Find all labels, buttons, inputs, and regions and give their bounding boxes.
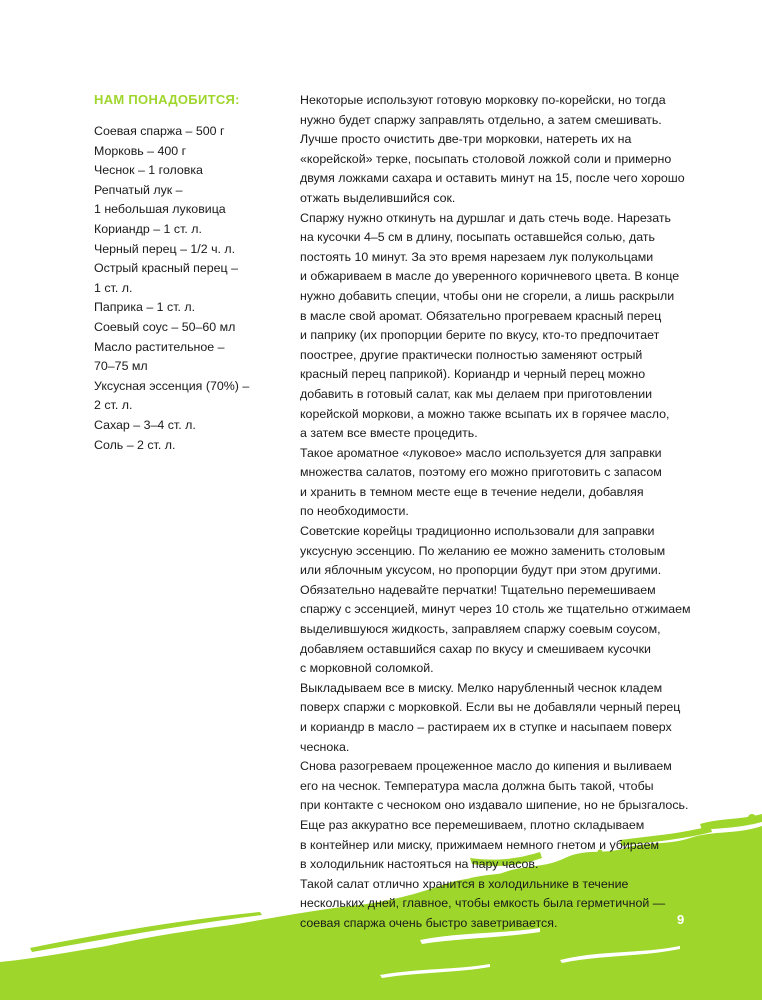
instruction-line: на кусочки 4–5 см в длину, посыпать оставшейся солью, дать bbox=[300, 230, 655, 245]
instruction-line: и хранить в темном месте еще в течение недели, добавляя bbox=[300, 484, 644, 499]
instruction-line: Обязательно надевайте перчатки! Тщательно перемешиваем bbox=[300, 582, 656, 597]
instruction-line: и обжариваем в масле до уверенного коричневого цвета. В конце bbox=[300, 269, 680, 284]
instruction-line: множества салатов, поэтому его можно приготовить с запасом bbox=[300, 465, 662, 480]
ingredient-line: 2 ст. л. bbox=[94, 398, 133, 413]
ingredient-line: Чеснок – 1 головка bbox=[94, 163, 203, 178]
instruction-line: его на чеснок. Температура масла должна быть такой, чтобы bbox=[300, 778, 654, 793]
instruction-line: и паприку (их пропорции берите по вкусу, кто-то предпочитает bbox=[300, 328, 660, 343]
instruction-line: в масле свой аромат. Обязательно прогреваем красный перец bbox=[300, 308, 662, 323]
instruction-line: Снова разогреваем процеженное масло до кипения и выливаем bbox=[300, 759, 672, 774]
ingredient-line: Соль – 2 ст. л. bbox=[94, 437, 176, 452]
ingredient-line: Острый красный перец – bbox=[94, 261, 238, 276]
instruction-line: Некоторые используют готовую морковку по-корейски, но тогда bbox=[300, 93, 666, 107]
instruction-line: чеснока. bbox=[300, 739, 350, 754]
instruction-line: Спаржу нужно откинуть на дуршлаг и дать стечь воде. Нарезать bbox=[300, 210, 671, 225]
ingredient-line: Черный перец – 1/2 ч. л. bbox=[94, 241, 236, 256]
instruction-line: Советские корейцы традиционно использовали для заправки bbox=[300, 524, 655, 539]
instruction-line: с морковной соломкой. bbox=[300, 661, 434, 676]
ingredient-line: Масло растительное – bbox=[94, 339, 225, 354]
instruction-line: поострее, другие практически полностью заменяют острый bbox=[300, 347, 643, 362]
ingredient-line: 1 небольшая луковица bbox=[94, 202, 226, 217]
instruction-line: добавить в готовый салат, как мы делаем при приготовлении bbox=[300, 386, 653, 401]
instruction-line: нужно будет спаржу заправлять отдельно, а затем смешивать. bbox=[300, 112, 662, 127]
instruction-paragraph bbox=[300, 444, 700, 522]
ingredient-line: Соевый соус – 50–60 мл bbox=[94, 319, 236, 334]
instruction-line: красный перец паприкой). Кориандр и черный перец можно bbox=[300, 367, 646, 382]
instruction-paragraph bbox=[300, 875, 700, 934]
instruction-paragraph bbox=[300, 757, 700, 875]
instruction-line: корейской моркови, а можно также всыпать их в горячее масло, bbox=[300, 406, 670, 421]
ingredient-line: 1 ст. л. bbox=[94, 280, 133, 295]
instruction-line: а затем все вместе процедить. bbox=[300, 426, 478, 441]
instruction-line: постоять 10 минут. За это время нарезаем лук полукольцами bbox=[300, 249, 654, 264]
instruction-line: Лучше просто очистить две-три морковки, натереть их на bbox=[300, 132, 632, 147]
instruction-line: или яблочным уксусом, но пропорции будут при этом другими. bbox=[300, 563, 662, 578]
instruction-line: соевая спаржа очень быстро заветривается. bbox=[300, 915, 558, 930]
instruction-line: нужно добавить специи, чтобы они не сгорели, а лишь раскрыли bbox=[300, 288, 675, 303]
instruction-line: в контейнер или миску, прижимаем немного гнетом и убираем bbox=[300, 837, 659, 852]
instruction-line: Выкладываем все в миску. Мелко нарубленный чеснок кладем bbox=[300, 680, 663, 695]
instruction-paragraph bbox=[300, 91, 700, 209]
instruction-line: отжать выделившийся сок. bbox=[300, 190, 456, 205]
ingredients-heading: НАМ ПОНАДОБИТСЯ: bbox=[94, 92, 240, 107]
ingredient-line: Кориандр – 1 ст. л. bbox=[94, 221, 202, 236]
ingredient-line: Репчатый лук – bbox=[94, 182, 183, 197]
instruction-line: выделившуюся жидкость, заправляем спаржу соевым соусом, bbox=[300, 622, 661, 637]
ingredient-line: 70–75 мл bbox=[94, 359, 148, 374]
ingredient-line: Уксусная эссенция (70%) – bbox=[94, 378, 250, 393]
instruction-paragraph bbox=[300, 522, 700, 679]
instruction-line: по необходимости. bbox=[300, 504, 409, 519]
ingredient-line: Морковь – 400 г bbox=[94, 143, 187, 158]
instruction-line: спаржу с эссенцией, минут через 10 столь же тщательно отжимаем bbox=[300, 602, 691, 617]
instructions-text bbox=[300, 91, 700, 934]
instruction-line: добавляем оставшийся сахар по вкусу и смешиваем кусочки bbox=[300, 641, 651, 656]
instruction-line: нескольких дней, главное, чтобы емкость была герметичной — bbox=[300, 896, 666, 911]
instruction-line: в холодильник настояться на пару часов. bbox=[300, 857, 539, 872]
ingredient-line: Паприка – 1 ст. л. bbox=[94, 300, 196, 315]
instruction-line: двумя ложками сахара и оставить минут на 15, после чего хорошо bbox=[300, 171, 685, 186]
instruction-line: Такой салат отлично хранится в холодильнике в течение bbox=[300, 876, 629, 891]
instruction-paragraph bbox=[300, 209, 700, 444]
instruction-line: поверх спаржи с морковкой. Если вы не добавляли черный перец bbox=[300, 700, 681, 715]
instruction-line: и кориандр в масло – растираем их в ступке и насыпаем поверх bbox=[300, 720, 672, 734]
ingredients-list bbox=[94, 122, 274, 455]
instruction-line: «корейской» терке, посыпать столовой ложкой соли и примерно bbox=[300, 151, 672, 166]
page-number: 9 bbox=[677, 912, 685, 927]
instruction-line: Такое ароматное «луковое» масло используется для заправки bbox=[300, 445, 662, 460]
instruction-line: Еще раз аккуратно все перемешиваем, плотно складываем bbox=[300, 817, 645, 832]
instruction-paragraph bbox=[300, 679, 700, 757]
ingredient-line: Соевая спаржа – 500 г bbox=[94, 124, 225, 138]
instruction-line: при контакте с чесноком оно издавало шипение, но не брызгалось. bbox=[300, 798, 689, 813]
ingredient-line: Сахар – 3–4 ст. л. bbox=[94, 417, 196, 432]
instruction-line: уксусную эссенцию. По желанию ее можно заменить столовым bbox=[300, 543, 666, 558]
